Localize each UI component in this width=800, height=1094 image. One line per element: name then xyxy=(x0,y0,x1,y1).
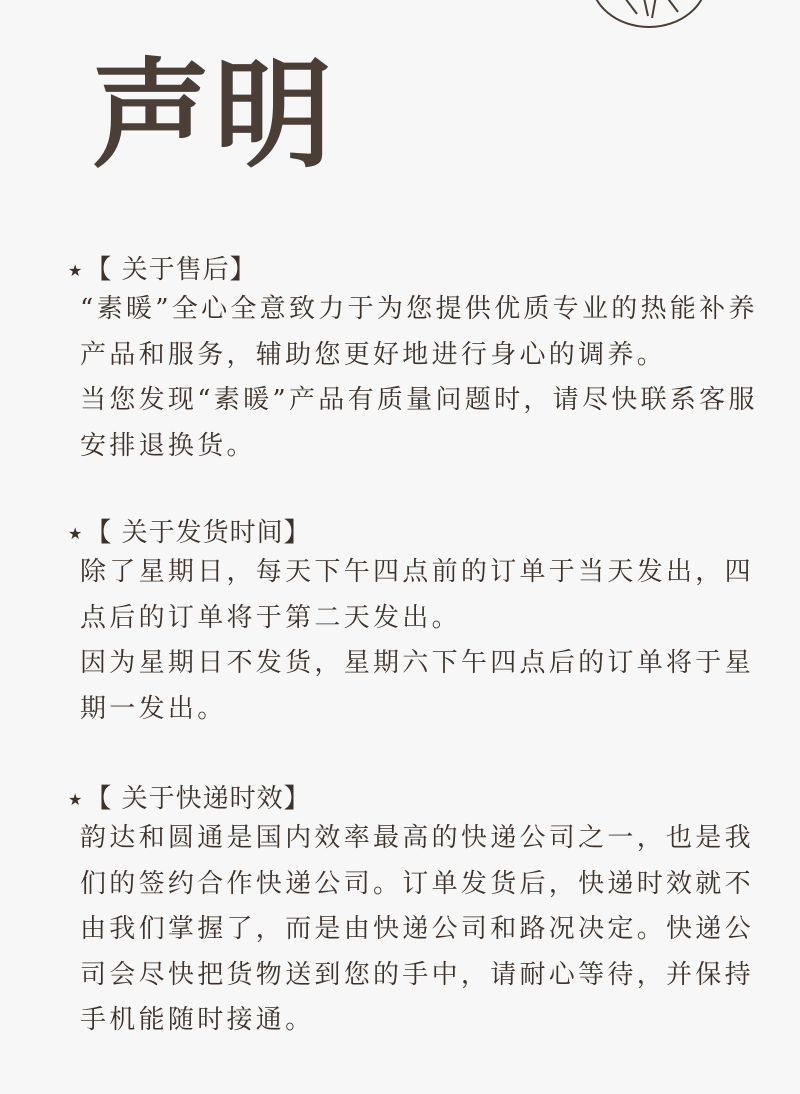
section-heading xyxy=(68,516,768,550)
section-heading-text: 【 关于售后】 xyxy=(85,255,257,285)
paragraph: 除了星期日，每天下午四点前的订单于当天发出，四点后的订单将于第二天发出。 xyxy=(80,557,754,633)
section-delivery-time xyxy=(68,782,768,1044)
section-heading xyxy=(68,253,768,287)
page-title: 声明 xyxy=(92,45,337,184)
star-icon: ★ xyxy=(68,524,84,543)
section-heading-text: 【 关于发货时间】 xyxy=(85,518,311,548)
star-icon: ★ xyxy=(68,261,84,280)
paragraph: 韵达和圆通是国内效率最高的快递公司之一，也是我们的签约合作快递公司。订单发货后，快递时效就不由我们掌握了，而是由快递公司和路况决定。快递公司会尽快把货物送到您的手中，请耐心等待，并保持手机能随时接通。 xyxy=(80,823,754,1035)
section-after-sales xyxy=(68,253,768,469)
paragraph: 因为星期日不发货，星期六下午四点后的订单将于星期一发出。 xyxy=(80,648,754,724)
section-heading-text: 【 关于快递时效】 xyxy=(85,784,311,814)
section-heading xyxy=(68,782,768,816)
paragraph: 当您发现“素暖”产品有质量问题时，请尽快联系客服安排退换货。 xyxy=(80,385,758,461)
seal-stamp-icon xyxy=(590,0,708,28)
section-shipping-time xyxy=(68,516,768,732)
star-icon: ★ xyxy=(68,790,84,809)
paragraph: “素暖”全心全意致力于为您提供优质专业的热能补养产品和服务，辅助您更好地进行身心的调养。 xyxy=(80,294,758,370)
